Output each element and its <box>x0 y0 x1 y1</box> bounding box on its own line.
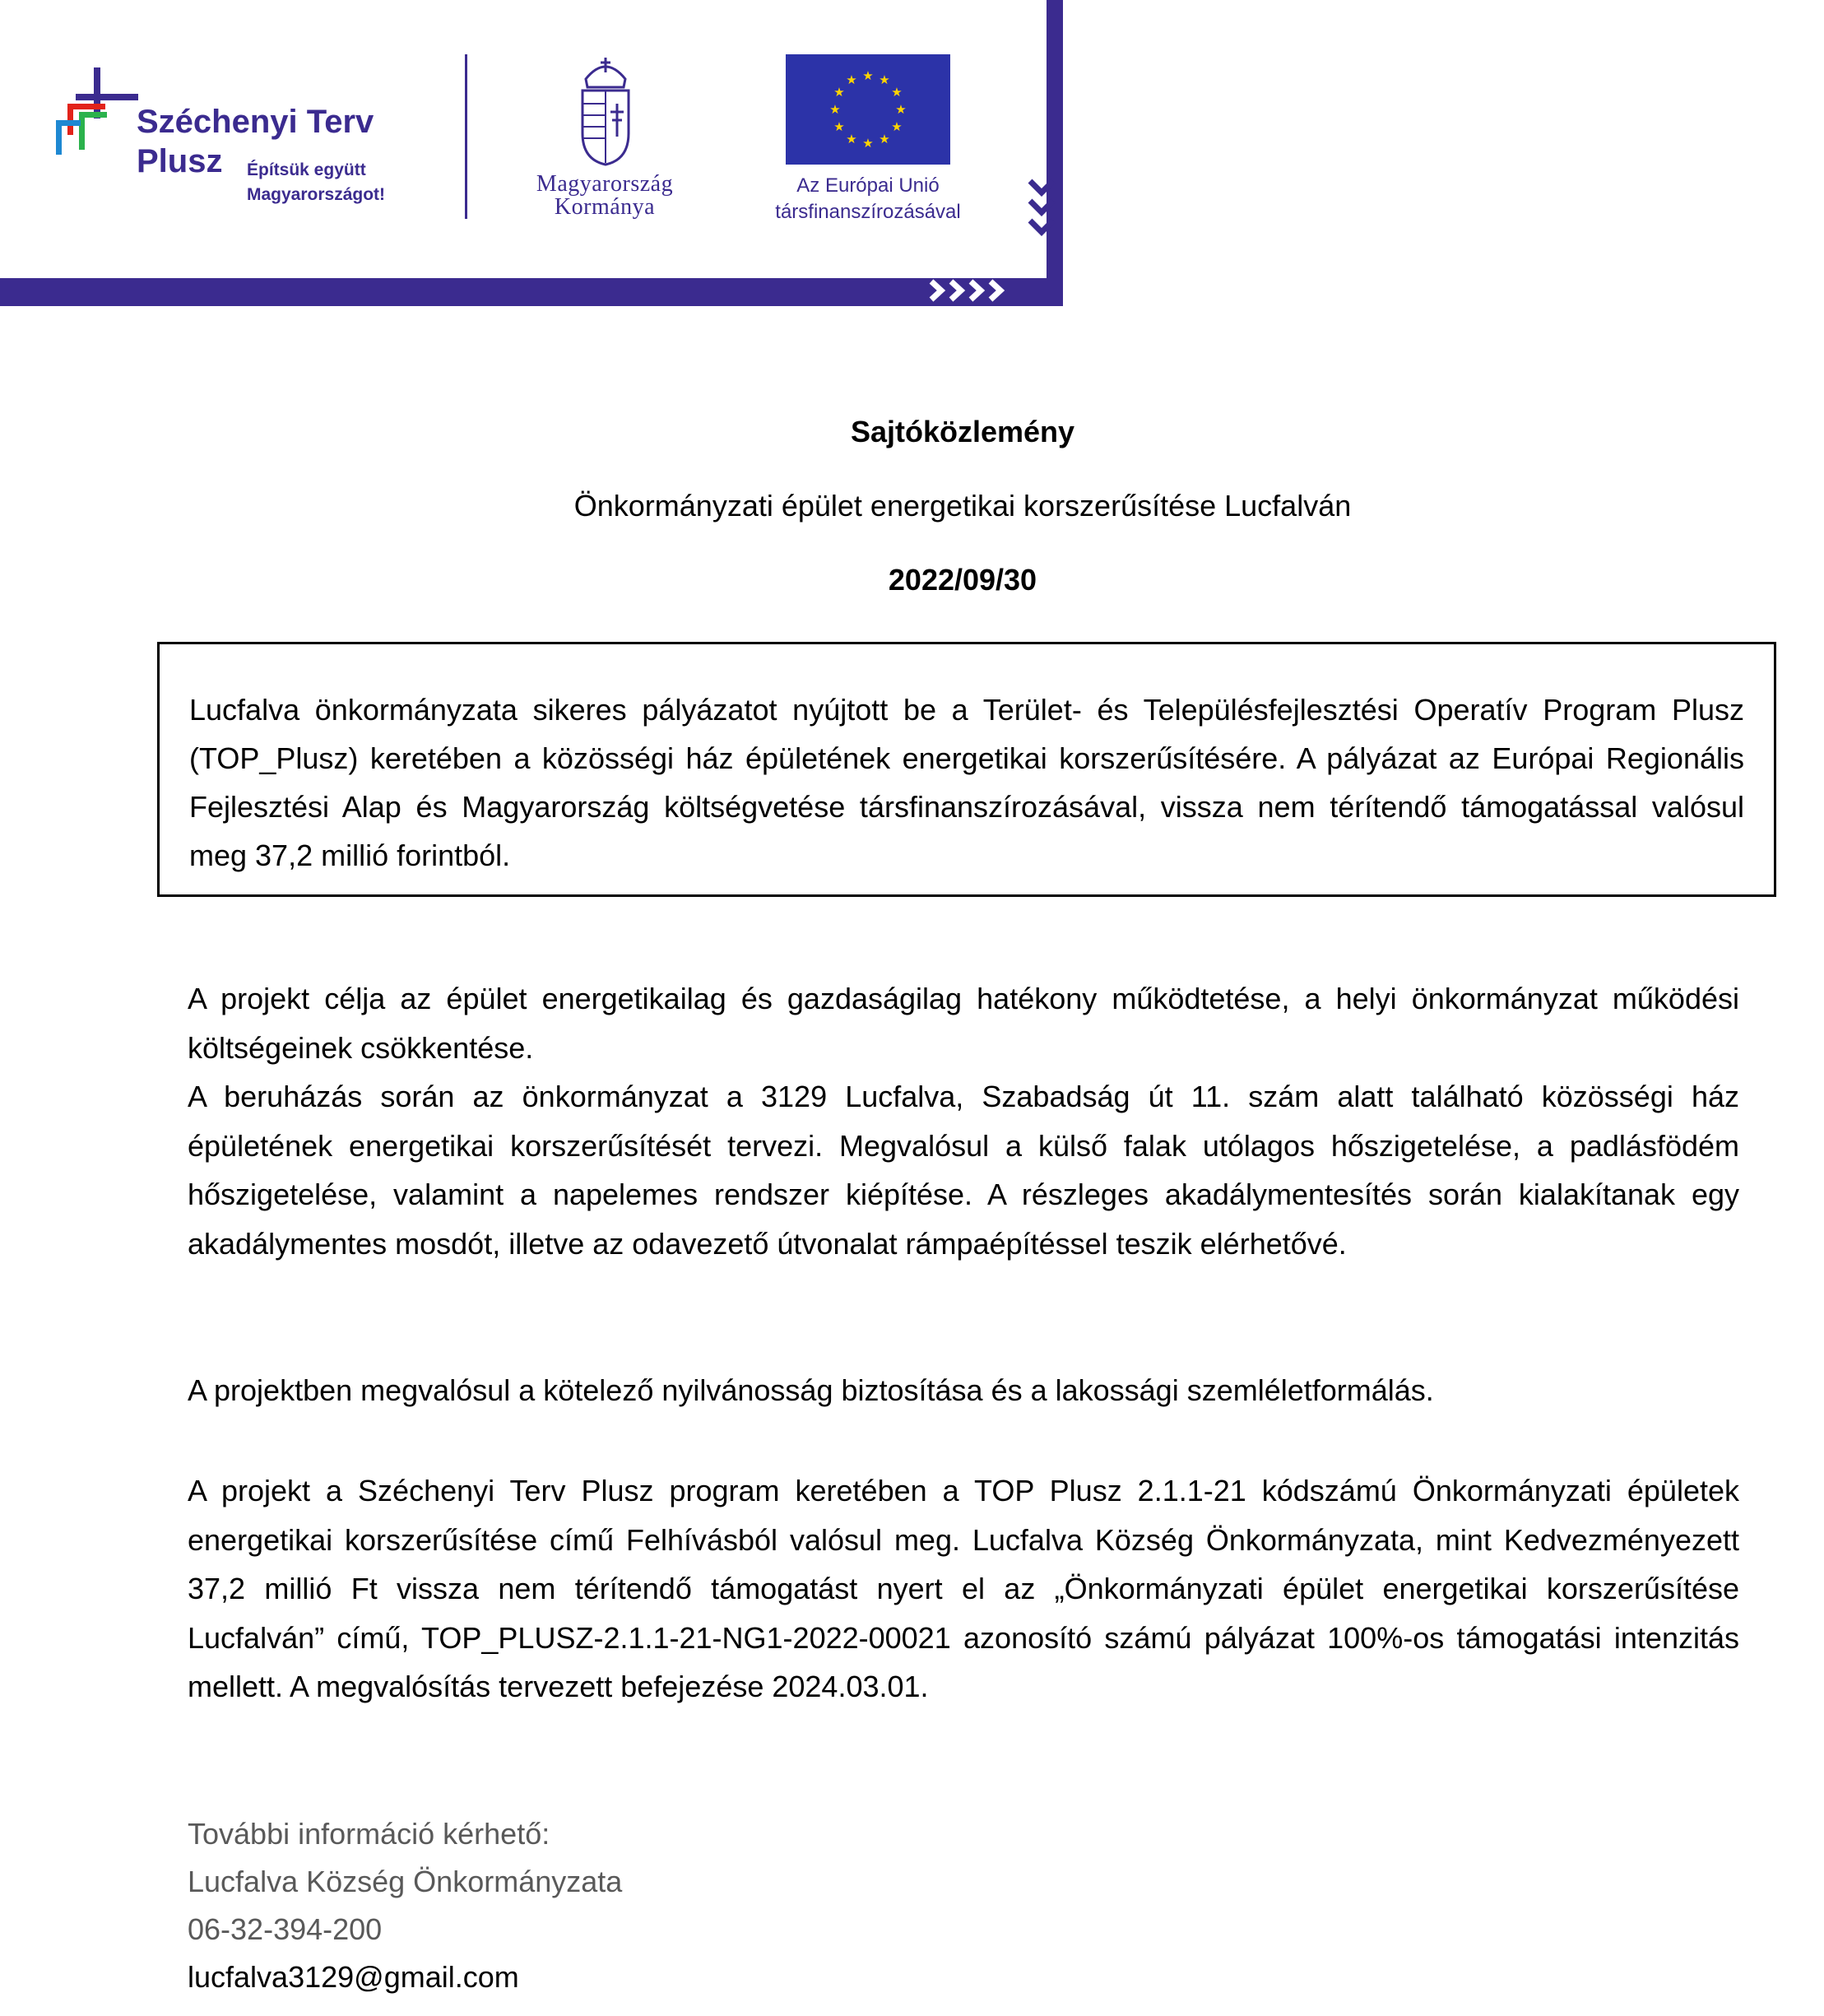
lead-box <box>157 642 1776 897</box>
document-date: 2022/09/30 <box>888 563 1037 597</box>
svg-text:★: ★ <box>833 85 845 100</box>
szechenyi-name: Széchenyi Terv <box>137 104 374 140</box>
paragraph-funding: A projekt a Széchenyi Terv Plusz program keretében a TOP Plusz 2.1.1-21 kódszámú Önkormányzati épületek energetikai korszerűsítése című Felhívásból valósul meg. Lucfalva Község Önkormányzata, mint Kedvezményezett 37,2 millió Ft vissza nem térítendő támogatást nyert el az „Önkormányzati épület energetikai korszerűsítése Lucfalván” című, TOP_PLUSZ-2.1.1-21-NG1-2022-00021 azonosító számú pályázat 100%-os támogatási intenzitás mellett. A megvalósítás tervezett befejezése 2024.03.01. <box>188 1474 1739 1703</box>
svg-text:★: ★ <box>891 119 903 134</box>
svg-text:★: ★ <box>833 119 845 134</box>
logo-divider <box>465 54 467 219</box>
contact-email-link[interactable]: lucfalva3129@gmail.com <box>188 1960 519 1994</box>
banner-frame-bottom <box>0 278 1063 306</box>
coat-of-arms-icon <box>576 54 635 166</box>
lead-paragraph: Lucfalva önkormányzata sikeres pályázatot nyújtott be a Terület- és Településfejlesztési Operatív Program Plusz (TOP_Plusz) keretében a közösségi ház épületének energetikai korszerűsítésére. A pályázat az Európai Regionális Fejlesztési Alap és Magyarország költségvetése társfinanszírozásával, vissza nem térítendő támogatással valósul meg 37,2 millió forintból. <box>189 693 1744 872</box>
szechenyi-plusz: Plusz <box>137 143 223 179</box>
svg-text:★: ★ <box>846 72 857 87</box>
szechenyi-cross-icon <box>53 66 143 156</box>
chevron-down-icon <box>1027 217 1056 239</box>
eu-flag-icon <box>786 54 950 165</box>
banner-frame-right <box>1047 0 1063 306</box>
svg-text:★: ★ <box>879 72 890 87</box>
chevron-down-icon <box>1027 178 1056 199</box>
government-label: Magyarország Kormánya <box>536 171 674 220</box>
contact-phone: 06-32-394-200 <box>188 1912 383 1946</box>
government-logo <box>494 49 716 230</box>
svg-text:★: ★ <box>895 102 907 117</box>
szechenyi-slogan: Építsük együtt Magyarországot! <box>247 160 386 204</box>
chevron-down-icon <box>1027 197 1056 219</box>
body-paragraph <box>188 974 1739 1268</box>
svg-text:★: ★ <box>829 102 841 117</box>
paragraph-investment: A beruházás során az önkormányzat a 3129 Lucfalva, Szabadság út 11. szám alatt található közösségi ház épületének energetikai korszerűsítését tervezi. Megvalósul a külső falak utólagos hőszigetelése, a padlásfödém hőszigetelése, valamint a napelemes rendszer kiépítése. A részleges akadálymentesítés során kialakítanak egy akadálymentes mosdót, illetve az odavezető útvonalat rámpaépítéssel teszik elérhetővé. <box>188 1080 1739 1261</box>
szechenyi-terv-logo <box>53 66 415 222</box>
eu-label: Az Európai Unió társfinanszírozásával <box>775 174 961 223</box>
svg-text:★: ★ <box>879 132 890 146</box>
eu-logo <box>745 53 991 234</box>
paragraph-goal: A projekt célja az épület energetikailag és gazdaságilag hatékony működtetése, a helyi önkormányzat működési költségeinek csökkentése. <box>188 982 1739 1065</box>
header-banner <box>0 0 1063 306</box>
svg-text:★: ★ <box>862 136 874 151</box>
contact-organization: Lucfalva Község Önkormányzata <box>188 1865 623 1898</box>
svg-text:★: ★ <box>862 68 874 83</box>
document-title: Sajtóközlemény <box>850 415 1075 448</box>
svg-text:★: ★ <box>891 85 903 100</box>
svg-text:★: ★ <box>846 132 857 146</box>
contact-block <box>188 1810 1739 2001</box>
document-subtitle: Önkormányzati épület energetikai korszerűsítése Lucfalván <box>573 489 1352 523</box>
chevron-right-icon <box>987 275 1012 306</box>
paragraph-publicity: A projektben megvalósul a kötelező nyilvánosság biztosítása és a lakossági szemléletformálás. <box>188 1373 1434 1407</box>
contact-heading: További információ kérhető: <box>188 1817 550 1851</box>
